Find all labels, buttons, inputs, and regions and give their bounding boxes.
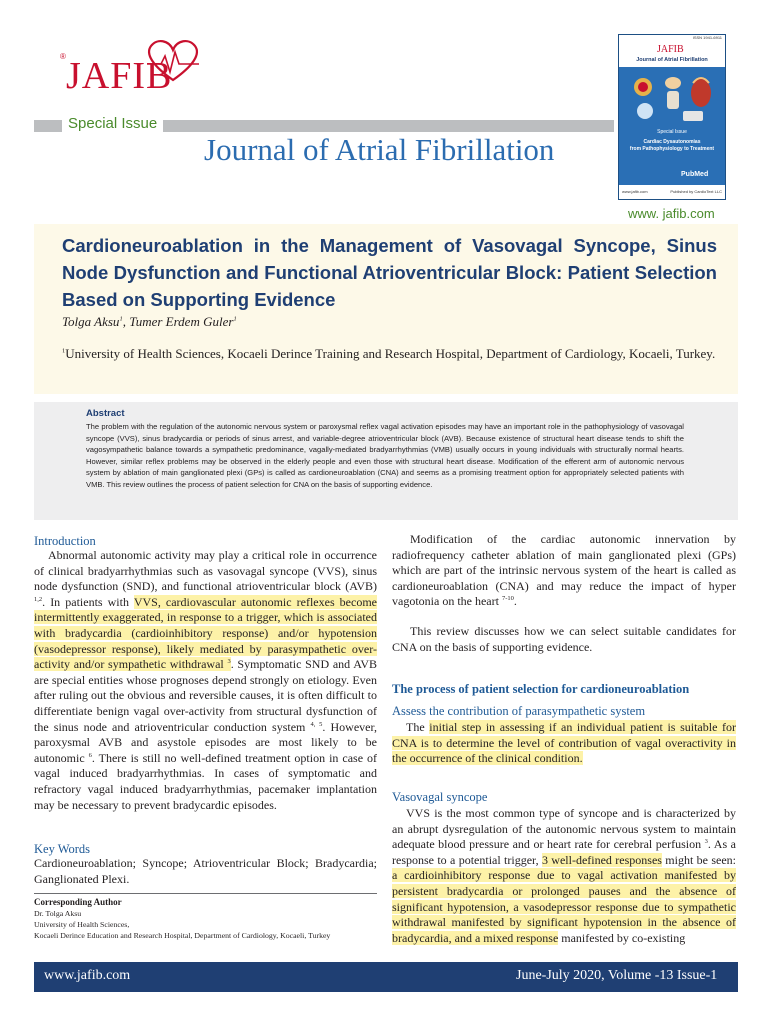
- journal-title: Journal of Atrial Fibrillation: [204, 132, 555, 167]
- review-scope-paragraph: This review discusses how we can select suitable candidates for CNA on the basis of supporting evidence.: [392, 623, 736, 654]
- special-issue-label: Special Issue: [62, 115, 163, 132]
- assess-heading: Assess the contribution of parasympathetic system: [392, 704, 646, 718]
- affiliation-text: University of Health Sciences, Kocaeli Derince Training and Research Hospital, Department of Cardiology, Kocaeli, Turkey.: [65, 346, 716, 361]
- corresponding-author-line1: University of Health Sciences,: [34, 920, 130, 929]
- cover-issue-title: Cardiac Dysautonomias from Pathophysiology to Treatment: [629, 139, 715, 152]
- website-link[interactable]: www. jafib.com: [628, 206, 715, 221]
- logo-text: JAFIB: [66, 55, 173, 97]
- author-1: Tolga Aksu: [62, 314, 120, 329]
- footer-website-link[interactable]: www.jafib.com: [44, 968, 131, 983]
- vasovagal-syncope-heading: Vasovagal syncope: [392, 790, 488, 804]
- cover-illustration-icon: [623, 69, 721, 125]
- affiliation-number: 1: [62, 347, 66, 355]
- assess-text: The initial step in assessing if an individual patient is suitable for CNA is to determine the level of contribution of vagal overactivity in the occurrence of the clinical condition.: [392, 720, 737, 766]
- abstract-heading: Abstract: [86, 408, 125, 419]
- footer-issue-info: June-July 2020, Volume -13 Issue-1: [516, 968, 718, 983]
- cover-brand: JAFIB: [657, 44, 684, 55]
- authors: [62, 314, 237, 330]
- article-title: Cardioneuroablation in the Management of Vasovagal Syncope, Sinus Node Dysfunction and Functional Atrioventricular Block: Patient Selection Based on Supporting Evidence: [62, 235, 717, 310]
- registered-mark: ®: [60, 52, 66, 61]
- journal-cover-thumbnail: [618, 34, 726, 200]
- vasovagal-syncope-text: VVS is the most common type of syncope and is characterized by an abrupt dysregulation of the autonomic nervous system to maintain adequate blood pressure and or heart rate for cerebral perfusion $^3$. As a response to a potential trigger, 3 well-defined responses might be seen: a cardioinhibitory response due to vagal activation manifested by persistent bradycardia or prolonged pauses and the absence of significant hypotension, a vasodepressor response due to sympathetic withdrawal manifested by significant hypotension in the absence of bradycardia, and a mixed response manifested by co-existing: [392, 806, 737, 945]
- author-1-affil: 1: [119, 315, 123, 323]
- right-column-intro: Modification of the cardiac autonomic innervation by radiofrequency catheter ablation of main ganglionated plexi (GPs) which are part of the intrinsic nervous system of the heart is called as cardioneuroablation (CNA) and may reduce the impact of hyper vagotonia on the heart $^{7-10}$. This review discusses how we can select suitable candidates for CNA on the basis of supporting evidence.: [392, 532, 736, 654]
- cover-issue-label: Special Issue: [657, 129, 687, 135]
- corresponding-author-heading: Corresponding Author: [34, 897, 122, 907]
- heart-pulse-icon: [143, 36, 203, 86]
- highlight-three-responses: 3 well-defined responses: [541, 852, 662, 867]
- introduction-heading: Introduction: [34, 534, 96, 548]
- highlight-initial-step: initial step in assessing if an individual patient is suitable for CNA is to determine the level of contribution of vagal overactivity in the occurrence of the clinical condition.: [392, 720, 737, 766]
- cover-pubmed: PubMed: [681, 171, 709, 178]
- corresponding-author-name: Dr. Tolga Aksu: [34, 909, 82, 918]
- keywords-heading: Key Words: [34, 842, 91, 856]
- highlight-vvs-reflexes: VVS, cardiovascular autonomic reflexes become intermittently exaggerated, in response to a trigger, which is associated with bradycardia (cardioinhibitory response) and/or hypotension (vasodepressor response), likely mediated by parasympathetic over-activity and/or sympathetic withdrawal $^3$: [34, 594, 377, 672]
- process-heading: The process of patient selection for cardioneuroablation: [392, 682, 690, 696]
- author-2: , Tumer Erdem Guler: [122, 314, 234, 329]
- corresponding-author-details: [34, 908, 377, 941]
- author-2-affil: 1: [233, 315, 237, 323]
- introduction-text: Abnormal autonomic activity may play a critical role in occurrence of clinical bradyarrhythmias such as vasovagal syncope (VVS), sinus node dysfunction (SND), and functional atrioventricular block (AVB) $^{1,2}$. In patients with VVS, cardiovascular autonomic reflexes become intermittently exaggerated, in response to a trigger, which is associated with bradycardia (cardioinhibitory response) and/or hypotension (vasodepressor response), likely mediated by parasympathetic over-activity and/or sympathetic withdrawal $^3$. Symptomatic SND and AVB are special entities whose prognoses depend strongly on etiology. Even after ruling out the obvious and reversible causes, it is often difficult to differentiate benign vagal over-activity from structural dysfunction of the sinus node and atrioventricular conduction system $^{4, 5}$. However, paroxysmal AVB and asystole episodes are most likely to be autonomic $^6$. There is still no well-defined treatment option in case of vagal induced bradyarrhythmias. In cases of symptomatic and refractory vagal induced bradyarrhythmias, pacemaker implantation may be necessary to prevent bradycardic episodes.: [34, 548, 378, 812]
- cover-foot-left: www.jafib.com: [622, 189, 648, 194]
- highlight-response-types: a cardioinhibitory response due to vagal activation manifested by persistent bradycardia or prolonged pauses and the absence of significant hypotension, a vasodepressor response due to sympathetic withdrawal manifested by significant hypotension in the absence of bradycardia, and a mixed response: [392, 868, 736, 945]
- cover-foot-right: Published by CardioText LLC: [670, 189, 722, 194]
- cover-top-line: ISSN 1941-6911: [619, 35, 725, 43]
- affiliation: [62, 344, 722, 363]
- keywords-text: Cardioneuroablation; Syncope; Atrioventricular Block; Bradycardia; Ganglionated Plexi.: [34, 856, 377, 886]
- cover-title: Journal of Atrial Fibrillation: [636, 57, 708, 63]
- correspondence-divider: [34, 893, 377, 894]
- corresponding-author-line2: Kocaeli Derince Education and Research Hospital, Department of Cardiology, Kocaeli, Turkey: [34, 931, 331, 940]
- abstract-text: The problem with the regulation of the autonomic nervous system or paroxysmal reflex vagal activation episodes may have an important role in the pathophysiology of vasovagal syncope (VVS), sinus bradycardia or periods of sinus arrest, and variable-degree atrioventricular block (AVB). Because existence of structural heart disease tends to shift the vagosympathetic balance towards a sympathetic predominance, vagally-mediated bradyarrhythmias (VMB) usually occurs in young individuals with structurally normal hearts. However, similar reflex problems may be observed in the elderly people and even those with structural heart disease. Modification of the efferent arm of autonomic nervous system by ablation of main ganglionated plexi (GPs) is called as cardioneuroablation (CNA) and seems as a promising treatment option for appropriately selected patients with VMB. This review outlines the process of patient selection for CNA on the basis of supporting evidence.: [86, 422, 684, 489]
